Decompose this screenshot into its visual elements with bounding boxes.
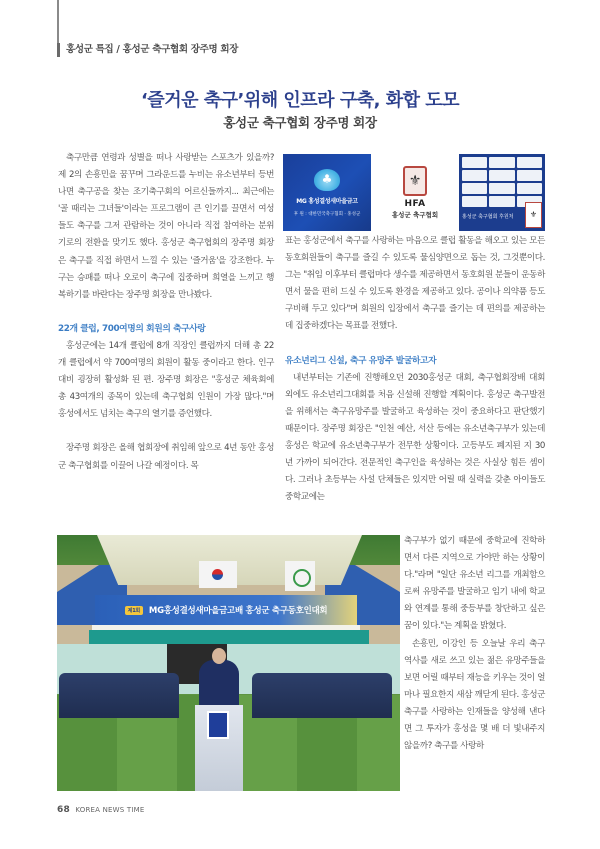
photo-event-banner xyxy=(95,595,357,625)
youth-paragraph: 내년부터는 기존에 진행해오던 2030홍성군 대회, 축구협회장배 대회 외에도 유소년리그대회를 처음 신설해 진행할 계획이다. 홍성군 축구발전을 위해서는 축구유망주를 발굴하고 육성하는 것이 중요하다고 판단했기 때문이다. 장주명 회장은 "인천 예산, 서산 등에는 유소년축구부가 있는데 홍성은 학교에 유소년축구부가 전무한 상황이다. 고등부도 폐지된 지 30년 가까이 되어간다. 전문적인 축구인을 육성하는 것은 사실상 힘든 셈이다. 그러나 초등부는 사설 단체들은 있지만 어릴 때 실력을 갖춘 아이들도 중학교에는 xyxy=(285,372,545,503)
sponsor-logo xyxy=(517,157,542,168)
clubs-paragraph: 홍성군에는 14개 클럽에 8개 직장인 클럽까지 더해 총 22개 클럽에서 약 700여명의 회원이 활동 중이라고 한다. 인구 대비 굉장히 활성화 된 편. 장주명 회장은 "홍성군 체육회에 총 43여개의 종목이 있는데 축구협회 인원이 가장 많다."며 홍성에서도 넘치는 축구의 열기를 증언했다. xyxy=(58,340,274,420)
hfa-small-emblem-icon: ⚜ xyxy=(525,202,542,228)
right-narrow-column xyxy=(404,533,545,755)
page-footer xyxy=(57,805,144,815)
section-heading-clubs: 22개 클럽, 700여명의 회원의 축구사랑 xyxy=(58,323,206,334)
section-heading-youth: 유소년리그 신설, 축구 유망주 발굴하고자 xyxy=(285,355,437,366)
sponsor-logo xyxy=(462,170,487,181)
sponsor-banners xyxy=(283,154,545,231)
youth-paragraph-continued: 축구부가 없기 때문에 중학교에 진학하면서 다른 지역으로 가야만 하는 상황이다."라며 "일단 유소년 리그를 개최함으로써 유망주를 발굴하고 임기 내에 학교와 연계를 통해 중등부를 창단하고 싶은 꿈이 있다."는 계획을 밝혔다. xyxy=(404,536,545,632)
korean-flag-icon xyxy=(199,561,237,588)
sponsors-banner xyxy=(459,154,545,231)
sponsor-logo-grid xyxy=(462,157,542,207)
hfa-banner xyxy=(375,154,455,231)
section-label: 홍성군 특집 / 홍성군 축구협회 장주명 회장 xyxy=(57,43,238,57)
sponsors-footer: 홍성군 축구협회 후원처 xyxy=(462,214,514,220)
hfa-tiger-emblem-icon: ⚜ xyxy=(403,166,427,196)
sponsor-logo xyxy=(462,183,487,194)
headline: ‘즐거운 축구’위해 인프라 구축, 화합 도모 xyxy=(140,90,460,111)
intro-paragraph: 축구만큼 연령과 성별을 떠나 사랑받는 스포츠가 있을까? 제 2의 손흥민을 꿈꾸며 그라운드를 누비는 유소년부터 등번 나면 축구공을 찾는 조기축구회의 어르신들까지... 최근에는 '골 때리는 그녀들'이라는 프로그램이 큰 인기를 끌면서 여성들도 축구를 그저 관람하는 것이 아니라 직접 참여하는 분위기로의 전환을 맞기도 했다. 홍성군 축구협회의 장주명 회장은 축구를 직접 하면서 느낄 수 있는 '즐거움'을 강조한다. 누구는 승패를 떠나 오로이 축구에 집중하며 희열을 느끼고 행복하기를 바란다는 장주명 회장을 만나봤다. xyxy=(58,153,274,300)
county-flag-icon xyxy=(285,561,315,591)
publication-name: KOREA NEWS TIME xyxy=(75,806,145,814)
sponsor-logo xyxy=(489,196,514,207)
goal-paragraph: 표는 홍성군에서 축구를 사랑하는 마음으로 클럽 활동을 해오고 있는 모든 동호회원들이 축구를 즐길 수 있도록 물심양면으로 돕는 것, 그것뿐이다. 그는 "취임 이후부터 클럽마다 생수를 제공하면서 동호회원 분들이 운동하면서 물을 편히 드실 수 있도록 환경을 제공하고 있다. 공이나 의약품 등도 구비해 두고 있다"며 회원의 입장에서 축구를 즐기는 데 편의를 제공하는 데 집중하겠다는 목표를 전했다. xyxy=(285,236,545,332)
sponsor-logo xyxy=(489,157,514,168)
event-photo xyxy=(57,535,400,791)
mg-cloud-logo-icon xyxy=(314,169,340,191)
subhead: 홍성군 축구협회 장주명 회장 xyxy=(223,115,377,130)
sponsor-logo xyxy=(462,157,487,168)
mg-banner-name: MG 홍성결성새마을금고 xyxy=(296,197,358,205)
mg-banner xyxy=(283,154,371,231)
photo-audience-left xyxy=(59,673,179,718)
mg-banner-sub: 후 원 : 대한민국축구협회 · 홍성군 xyxy=(293,211,361,217)
page-number: 68 xyxy=(57,805,70,815)
sponsor-logo xyxy=(517,183,542,194)
photo-speaker xyxy=(199,660,239,708)
president-paragraph: 장주명 회장은 올해 협회장에 취임해 앞으로 4년 동안 홍성군 축구협회를 이끌어 나갈 예정이다. 목 xyxy=(58,443,274,471)
hfa-name: 홍성군 축구협회 xyxy=(391,211,439,219)
sponsor-logo xyxy=(517,170,542,181)
sponsor-logo xyxy=(489,170,514,181)
hfa-abbr: HFA xyxy=(404,199,426,209)
photo-audience-right xyxy=(252,673,392,718)
photo-awning xyxy=(89,630,369,644)
photo-banner-badge: 제1회 xyxy=(125,606,143,615)
podium-emblem-icon xyxy=(207,711,229,739)
closing-paragraph: 손흥민, 이강인 등 오늘날 우리 축구 역사를 새로 쓰고 있는 젊은 유망주들을 보면 어릴 때부터 재능을 키우는 것이 얼마나 필요한지 새삼 깨닫게 된다. 홍성군 축구를 사랑하는 인재들을 양성해 낸다면 그 투자가 홍성을 몇 배 더 빛내주지 않을까? 축구를 사랑하 xyxy=(404,638,545,752)
sponsor-logo xyxy=(489,183,514,194)
photo-banner-text: MG홍성결성새마을금고배 홍성군 축구동호인대회 xyxy=(148,606,328,616)
right-column xyxy=(285,233,545,506)
left-column xyxy=(58,150,274,475)
sponsor-logo xyxy=(462,196,487,207)
